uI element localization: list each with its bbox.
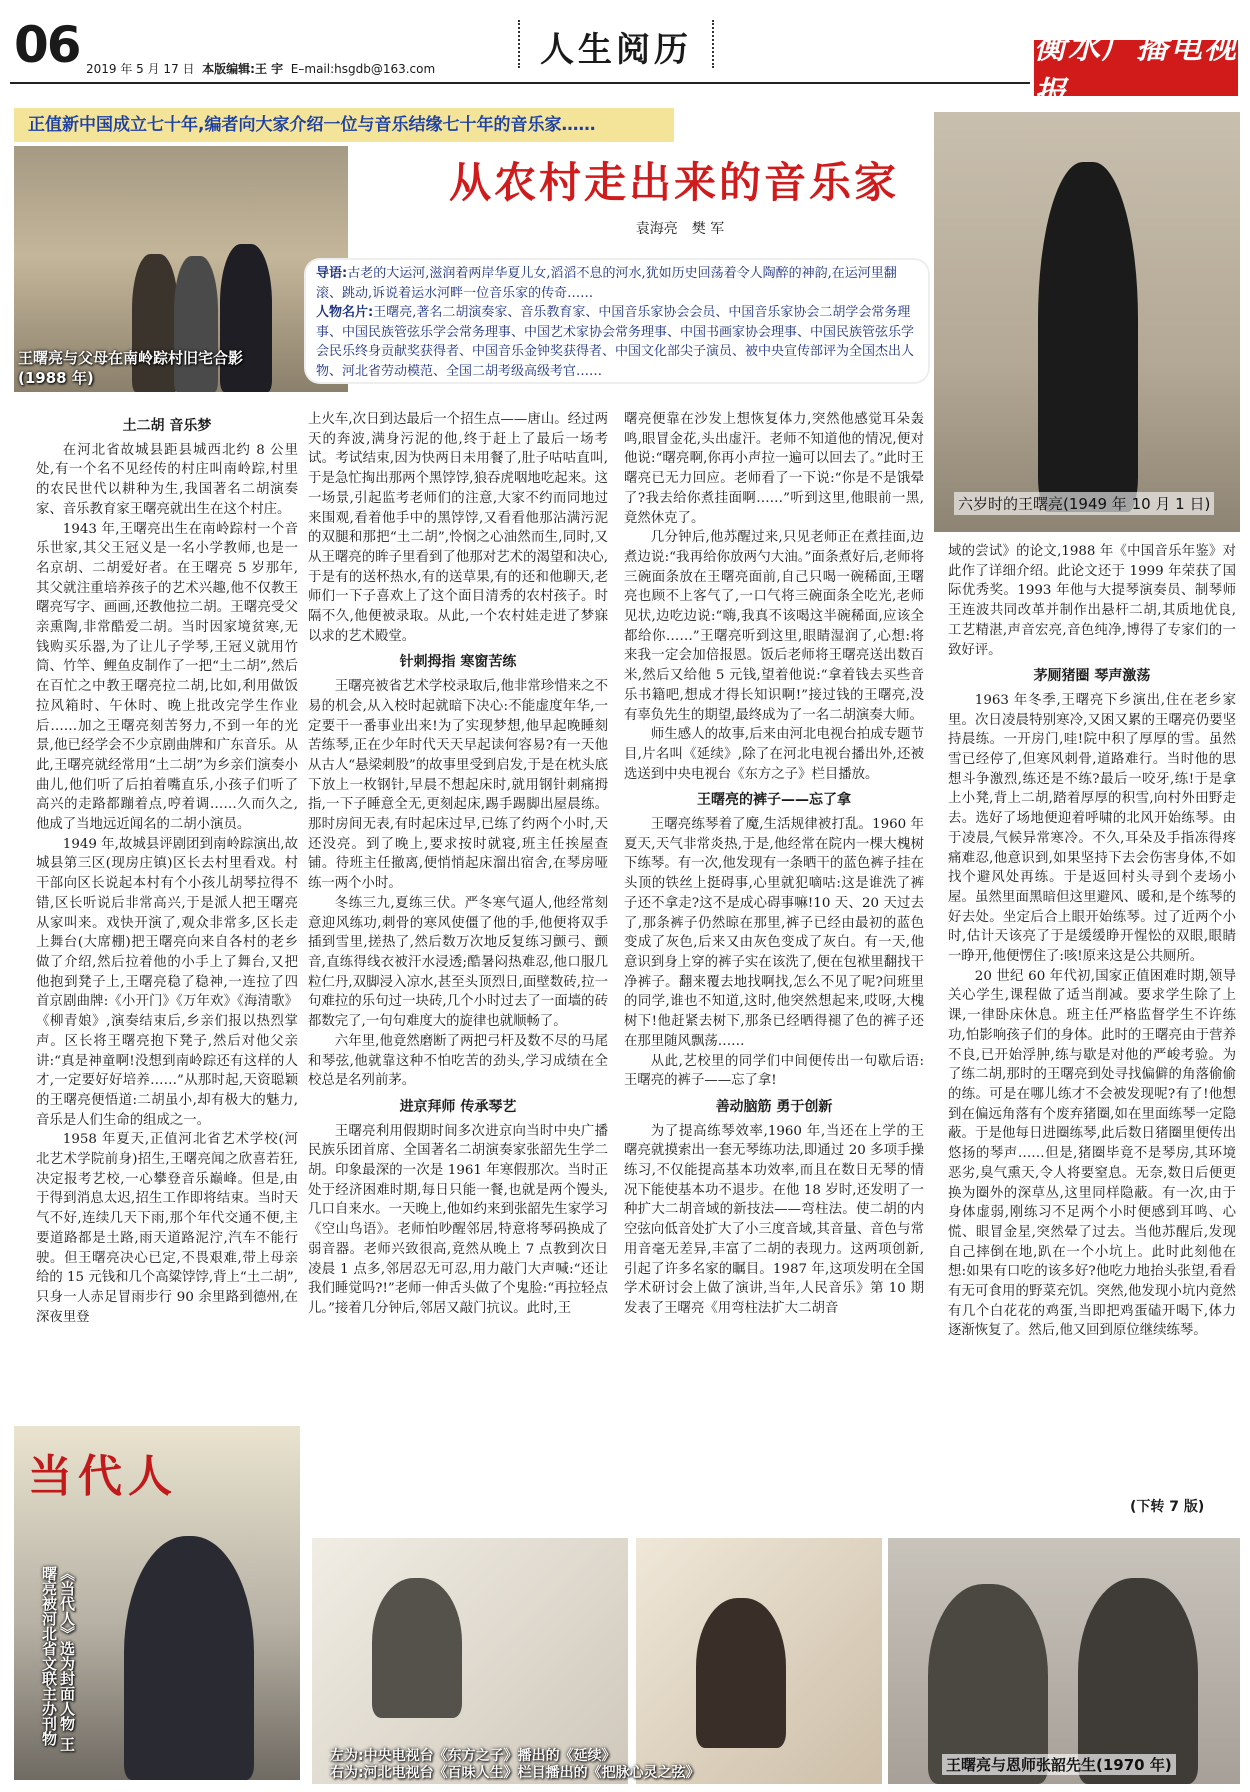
tv-caption-right: 右为:河北电视台《百味人生》栏目播出的《把脉心灵之弦》 bbox=[330, 1765, 700, 1781]
lead-text: 古老的大运河,滋润着两岸华夏儿女,滔滔不息的河水,犹如历史回荡着令人陶醉的神韵,在运河里翻滚、跳动,诉说着运水河畔一位音乐家的传奇…… bbox=[316, 266, 897, 301]
continued-note: (下转 7 版) bbox=[1130, 1499, 1205, 1515]
paragraph: 从此,艺校里的同学们中间便传出一句歇后语:王曙亮的裤子——忘了拿! bbox=[624, 1053, 924, 1089]
profile-text: 王曙亮,著名二胡演奏家、音乐教育家、中国音乐家协会会员、中国音乐家协会二胡学会常务理事、中国民族管弦乐学会常务理事、中国艺术家协会常务理事、中国书画家协会理事、中国民族管弦乐学会民乐终身贡献奖获得者、中国音乐金钟奖获得者、中国文化部尖子演员、被中央宣传部评为全国杰出人物、河北省劳动模范、全国二胡考级高级考官…… bbox=[316, 305, 915, 379]
paragraph: 1943 年,王曙亮出生在南岭踪村一个音乐世家,其父王冠义是一名小学教师,也是一名京胡、二胡爱好者。在王曙亮 5 岁那年,其父就注重培养孩子的艺术兴趣,他不仅教王曙亮写字、画画,还教他拉二胡。王曙亮受父亲熏陶,非常酷爱二胡。当时因家境贫寒,无钱购买乐器,为了让儿子学琴,王冠义就用竹筒、竹竿、鲤鱼皮制作了一把“土二胡”,然后在百忙之中教王曙亮拉二胡,比如,利用做饭拉风箱时、午休时、晚上批改完学生作业后……加之王曙亮刻苦努力,不到一年的光景,他已经学会不少京剧曲牌和广东音乐。从此,王曙亮就经常用“土二胡”为乡亲们演奏小曲儿,他们听了后拍着嘴直乐,小孩子们听了高兴的走路都蹦着点,哼着调……久而久之,他成了当地远近闻名的二胡小演员。 bbox=[36, 521, 298, 833]
header-divider-right bbox=[712, 20, 715, 68]
paragraph: 上火车,次日到达最后一个招生点——唐山。经过两天的奔波,满身污泥的他,终于赶上了最后一场考试。考试结束,因为快两日未用餐了,肚子咕咕直叫,于是急忙掏出那两个黑饽饽,狼吞虎咽地吃起来。这一场景,引起监考老师们的注意,大家不约而同地过来围观,看着他手中的黑饽饽,又看看他那沾满污泥的双腿和那把“土二胡”,怜悯之心油然而生,同时,又从王曙亮的眸子里看到了他那对艺术的渴望和决心,于是有的送杯热水,有的送草果,有的还和他聊天,老师们一下子喜欢上了这个面目清秀的农村孩子。时隔不久,他便被录取。从此,一个农村娃走进了梦寐以求的艺术殿堂。 bbox=[308, 412, 608, 644]
subheading: 针刺拇指 寒窗苦练 bbox=[399, 654, 517, 671]
paragraph: 为了提高练琴效率,1960 年,当还在上学的王曙亮就摸索出一套无琴练功法,即通过 20 多项手操练习,不仅能提高基本功效率,而且在数日无琴的情况下能使基本功不退步。在他 18 岁时,还发明了一种扩大二胡音域的新技法——弯柱法。使二胡的内空弦向低音处扩大了小三度音域,其音量、音色与常用音毫无差异,丰富了二胡的表现力。这两项创新,引起了许多名家的瞩目。1987 年,这项发明在全国学术研讨会上做了演讲,当年,人民音乐》第 10 期发表了王曙亮《用弯柱法扩大二胡音 bbox=[624, 1123, 924, 1316]
figure-child bbox=[1038, 162, 1138, 512]
section-title: 人生阅历 bbox=[540, 30, 692, 70]
teacher-photo-caption: 王曙亮与恩师张韶先生(1970 年) bbox=[942, 1754, 1176, 1775]
magazine-caption: 《当代人》选为封面人物 王曙亮被河北省文联主办刊物 bbox=[40, 1566, 76, 1752]
paragraph: 曙亮便靠在沙发上想恢复体力,突然他感觉耳朵轰鸣,眼冒金花,头出虚汗。老师不知道他的情况,便对他说:“曙亮啊,你再小声拉一遍可以回去了。”此时王曙亮已无力回应。老师看了一下说:“你是不是饿晕了?我去给你煮挂面啊……”听到这里,他眼前一黑,竟然休克了。 bbox=[624, 412, 924, 526]
column-4 bbox=[948, 542, 1236, 1538]
header-rule bbox=[10, 82, 1030, 84]
figure-tv-1 bbox=[372, 1578, 462, 1718]
figure-cover-person bbox=[124, 1536, 254, 1780]
subheading: 王曙亮的裤子——忘了拿 bbox=[697, 792, 851, 809]
header-meta bbox=[86, 60, 435, 77]
editor-email: E–mail:hsgdb@163.com bbox=[290, 62, 436, 76]
tv-caption-left: 左为:中央电视台《东方之子》播出的《延续》 bbox=[330, 1748, 616, 1764]
intro-box bbox=[306, 260, 928, 382]
teacher-photo bbox=[888, 1538, 1240, 1784]
paragraph: 在河北省故城县距县城西北约 8 公里处,有一个名不见经传的村庄叫南岭踪,村里的农民世代以耕种为生,我国著名二胡演奏家、音乐教育家王曙亮就出生在这个村庄。 bbox=[36, 442, 298, 517]
figure-tv-2 bbox=[696, 1598, 786, 1748]
page-number: 06 bbox=[14, 16, 80, 74]
paragraph: 王曙亮被省艺术学校录取后,他非常珍惜来之不易的机会,从入校时起就暗下决心:不能虚度年华,一定要干一番事业出来!为了实现梦想,他早起晚睡刻苦练琴,正在少年时代天天早起读何容易?有一天他从古人“悬梁刺股”的故事里受到启发,于是在枕头底下放上一枚钢针,早晨不想起床时,就用钢针刺痛拇指,一下子睡意全无,更刻起床,踢手踢脚出屋晨练。那时房间无表,有时起床过早,已练了约两个小时,天还没亮。到了晚上,要求按时就寝,班主任挨屋查铺。待班主任撤离,便悄悄起床溜出宿舍,在琴房哑练一两个小时。 bbox=[308, 679, 608, 892]
column-1 bbox=[36, 410, 298, 1416]
childhood-photo bbox=[934, 112, 1240, 532]
subheading: 进京拜师 传承琴艺 bbox=[399, 1098, 517, 1115]
editor-banner: 正值新中国成立七十年,编者向大家介绍一位与音乐结缘七十年的音乐家…… bbox=[14, 108, 674, 142]
column-2 bbox=[308, 410, 608, 1474]
profile-label: 人物名片: bbox=[316, 305, 374, 320]
childhood-photo-caption: 六岁时的王曙亮(1949 年 10 月 1 日) bbox=[954, 492, 1214, 515]
paragraph: 师生感人的故事,后来由河北电视台拍成专题节目,片名叫《延续》,除了在河北电视台播出外,还被选送到中央电视台《东方之子》栏目播放。 bbox=[624, 727, 924, 782]
issue-date: 2019 年 5 月 17 日 bbox=[86, 62, 195, 76]
family-photo-caption: 王曙亮与父母在南岭踪村旧宅合影(1988 年) bbox=[18, 349, 244, 387]
column-3 bbox=[624, 410, 924, 1472]
lead-label: 导语: bbox=[316, 266, 348, 281]
subheading: 土二胡 音乐梦 bbox=[122, 418, 212, 434]
article-authors: 袁海亮 樊 军 bbox=[635, 221, 725, 237]
tv-stills-caption bbox=[330, 1748, 700, 1782]
paragraph: 20 世纪 60 年代初,国家正值困难时期,领导关心学生,课程做了适当削减。要求学生除了上课,一律卧床休息。班主任严格监督学生不许练功,怕影响孩子们的身体。此时的王曙亮由于营养不良,已开始浮肿,练与歇是对他的严峻考验。为了练二胡,那时的王曙亮到处寻找偏僻的角落偷偷的练。可是在哪儿练才不会被发现呢?有了!他想到在偏远角落有个废弃猪圈,如在里面练琴一定隐蔽。于是他每日进圈练琴,此后数日猪圈里便传出悠扬的琴声……但是,猪圈毕竟不是琴房,其环境恶劣,臭气熏天,令人将要窒息。无奈,数日后便更换为圈外的深草丛,这里同样隐蔽。有一次,由于身体虚弱,刚练习不足两个小时便感到耳鸣、心慌、眼冒金星,突然晕了过去。当他苏醒后,发现自己摔倒在地,趴在一个小坑上。此时此刻他在想:如果有口吃的该多好?他吃力地抬头张望,看看有无可食用的野菜充饥。突然,他发现小坑内竟然有几个白花花的鸡蛋,当即把鸡蛋磕开喝下,体力逐渐恢复了。然后,他又回到原位继续练琴。 bbox=[948, 968, 1236, 1339]
paragraph: 王曙亮利用假期时间多次进京向当时中央广播民族乐团首席、全国著名二胡演奏家张韶先生学二胡。印象最深的一次是 1961 年寒假那次。当时正处于经济困难时期,每日只能一餐,也就是两个馒头,几口自来水。一天晚上,他如约来到张韶先生家学习《空山鸟语》。老师怕吵醒邻居,特意将琴码换成了弱音器。老师兴致很高,竟然从晚上 7 点教到次日凌晨 1 点多,邻居忍无可忍,用力敲门大声喊:“还让我们睡觉吗?!”老师一伸舌头做了个鬼脸:“再拉轻点儿。”接着几分钟后,邻居又敲门抗议。此时,王 bbox=[308, 1123, 608, 1316]
newspaper-masthead: 衡水广播电视报 bbox=[1034, 28, 1239, 112]
paragraph: 1949 年,故城县评剧团到南岭踪演出,故城县第三区(现房庄镇)区长去村里看戏。村干部向区长说起本村有个小孩儿胡琴拉得不错,区长听说后非常高兴,于是派人把王曙亮从家叫来。戏快开演了,观众非常多,区长走上舞台(大席棚)把王曙亮向来自各村的老乡做了介绍,然后拉着他的小手上了舞台,又把他抱到凳子上,王曙亮稳了稳神,一连拉了四首京剧曲牌:《小开门》《万年欢》《海清歌》《柳青娘》,演奏结束后,乡亲们报以热烈掌声。区长将王曙亮抱下凳子,然后对他父亲讲:“真是神童啊!没想到南岭踪还有这样的人才,一定要好好培养……”从那时起,天资聪颖的王曙亮便悟道:二胡虽小,却有极大的魅力,音乐是人们生命的组成之一。 bbox=[36, 836, 298, 1128]
paragraph: 域的尝试》的论文,1988 年《中国音乐年鉴》对此作了详细介绍。此论文还于 1999 年荣获了国际优秀奖。1993 年他与大提琴演奏员、制琴师王连波共同改革并制作出悬杆二胡,其质地优良,工艺精湛,声音宏亮,音色纯净,博得了专家们的一致好评。 bbox=[948, 544, 1236, 658]
paragraph: 1958 年夏天,正值河北省艺术学校(河北艺术学院前身)招生,王曙亮闻之欣喜若狂,决定报考艺校,一心攀登音乐巅峰。但是,由于得到消息太迟,招生工作即将结束。当时天气不好,连续几天下雨,那个年代交通不便,主要道路都是土路,雨天道路泥泞,汽车不能行驶。但王曙亮决心已定,不畏艰难,带上母亲给的 15 元钱和几个高粱饽饽,背上“土二胡”,只身一人赤足冒雨步行 90 余里路到德州,在深夜里登 bbox=[36, 1132, 298, 1325]
profile-paragraph bbox=[316, 303, 918, 381]
paragraph: 王曙亮练琴着了魔,生活规律被打乱。1960 年夏天,天气非常炎热,于是,他经常在院内一棵大槐树下练琴。有一次,他发现有一条晒干的蓝色裤子挂在头顶的铁丝上挺碍事,心里就犯嘀咕:这是谁洗了裤子还不拿走?这不是成心碍事嘛!10 天、20 天过去了,那条裤子仍然晾在那里,裤子已经由最初的蓝色变成了灰色,后来又由灰色变成了灰白。有一天,他意识到身上穿的裤子实在该洗了,便在包袱里翻找干净裤子。翻来覆去地找啊找,怎么不见了呢?问班里的同学,谁也不知道,这时,他突然想起来,哎呀,大槐树下!他赶紧去树下,那条已经晒得褪了色的裤子还在那里随风飘荡…… bbox=[624, 817, 924, 1049]
subheading: 善动脑筋 勇于创新 bbox=[715, 1098, 833, 1115]
paragraph: 六年里,他竟然磨断了两把弓杆及数不尽的马尾和琴弦,他就靠这种不怕吃苦的劲头,学习成绩在全校总是名列前茅。 bbox=[308, 1033, 608, 1089]
magazine-title: 当代人 bbox=[28, 1451, 178, 1502]
lead-paragraph bbox=[316, 264, 918, 303]
subheading: 茅厕猪圈 琴声激荡 bbox=[1033, 668, 1151, 685]
paragraph: 几分钟后,他苏醒过来,只见老师正在煮挂面,边煮边说:“我再给你放两勺大油。”面条煮好后,老师将三碗面条放在王曙亮面前,自己只喝一碗稀面,王曙亮也顾不上客气了,一口气将三碗面条全吃光,老师见状,边吃边说:“嗨,我真不该喝这半碗稀面,应该全都给你……”王曙亮听到这里,眼睛湿润了,心想:将来我一定会加倍报恩。饭后老师将王曙亮送出数百米,然后又给他 5 元钱,望着他说:“拿着钱去买些音乐书籍吧,想成才得长知识啊!”接过钱的王曙亮,没有辜负先生的期望,最终成为了一名二胡演奏大师。 bbox=[624, 530, 924, 723]
article-title: 从农村走出来的音乐家 bbox=[448, 158, 899, 207]
paragraph: 冬练三九,夏练三伏。严冬寒气逼人,他经常刻意迎风练功,刺骨的寒风使僵了他的手,他便将双手插到雪里,搓热了,然后数万次地反复练习颤弓、颤音,直练得线衣被汗水浸透;酷暑闷热难忍,他口服几粒仁丹,双脚浸入凉水,甚至头顶烈日,面壁数砖,拉一句难拉的乐句过一块砖,几个小时过去了一面墙的砖都数完了,一句句难度大的旋律也就顺畅了。 bbox=[308, 895, 608, 1030]
header-divider-left bbox=[518, 20, 521, 68]
editor-name: 本版编辑:王 宇 bbox=[202, 62, 284, 76]
paragraph: 1963 年冬季,王曙亮下乡演出,住在老乡家里。次日凌晨特别寒冷,又困又累的王曙亮仍要坚持晨练。一开房门,哇!院中积了厚厚的雪。虽然雪已经停了,但寒风刺骨,道路难行。当时他的思想斗争激烈,练还是不练?最后一咬牙,练!于是拿上小凳,背上二胡,踏着厚厚的积雪,向村外田野走去。选好了场地便迎着呼啸的北风开始练琴。由于凌晨,气候异常寒冷。不久,耳朵及手指冻得疼痛难忍,他意识到,如果坚持下去会伤害身体,不如找个避风处再练。于是返回村头寻到个麦场小屋。虽然里面黑暗但这里避风、暖和,是个练琴的好去处。坐定后合上眼开始练琴。过了近两个小时,估计天该亮了于是缓缓睁开惺忪的双眼,眼睛一睁开,他便愣住了:咳!原来这是公共厕所。 bbox=[948, 692, 1236, 965]
